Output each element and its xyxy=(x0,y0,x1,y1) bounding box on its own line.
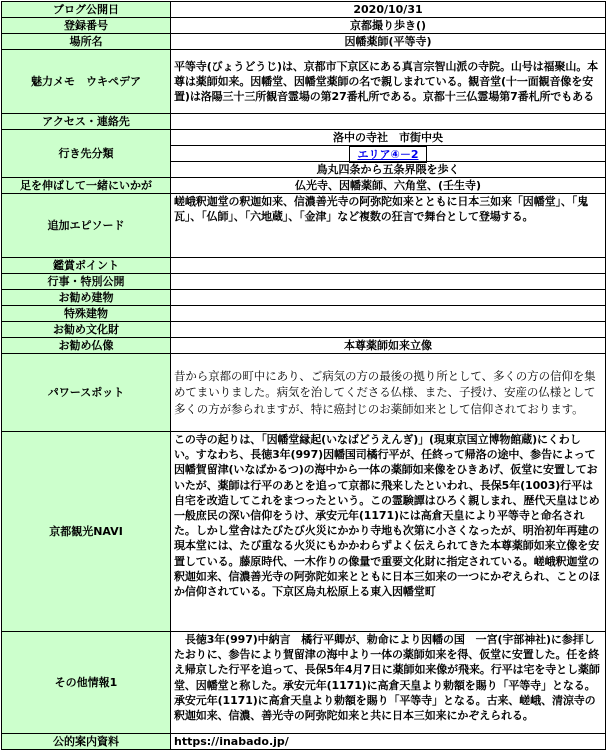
row-special-buildings xyxy=(2,306,606,322)
category-area[interactable] xyxy=(171,146,605,162)
row-blog-date xyxy=(2,2,606,18)
buddha-label: お勧め仏像 xyxy=(2,338,171,354)
category-label: 行き先分類 xyxy=(2,130,171,178)
access-value xyxy=(171,114,606,130)
reg-no-value: 京都撮り歩き() xyxy=(171,18,606,34)
power-label: パワースポット xyxy=(2,354,171,432)
other-label: その他情報1 xyxy=(2,632,171,734)
memo-label: 魅力メモ ウキペデア xyxy=(2,50,171,114)
events-value xyxy=(171,274,606,290)
row-official xyxy=(2,734,606,750)
buildings-label: お勧め建物 xyxy=(2,290,171,306)
appreciation-label: 鑑賞ポイント xyxy=(2,258,171,274)
events-label: 行事・特別公開 xyxy=(2,274,171,290)
cultural-value xyxy=(171,322,606,338)
buddha-value: 本尊薬師如来立像 xyxy=(171,338,606,354)
cultural-label: お勧め文化財 xyxy=(2,322,171,338)
navi-value: この寺の起りは、「因幡堂縁起(いなばどうえんぎ)」(現東京国立博物館蔵)にくわしい。すなわち、長徳3年(997)因幡国司橘行平が、任終って帰洛の途中、参告によって因幡賀留津(いなばかるつ)の海中から一体の薬師如来像をひきあげ、仮堂に安置しておいたが、薬師は行平のあとを追って京都に飛来したといわれ、長保5年(1003)行平は自宅を改造してこれをまつったという。この霊験譚はひろく親しまれ、歴代天皇はじめ一般庶民の深い信仰をうけ、承安元年(1171)には高倉天皇により平等寺と命名された。しかし堂舎はたびたび火災にかかり寺地も次第に小さくなったが、明治初年再建の現本堂には、たび重なる火災にもかかわらずよく伝えられてきた本尊薬師如来立像を安置している。藤原時代、一木作りの像量で重要文化財に指定されている。嵯峨釈迦堂の釈迦如来、信濃善光寺の阿弥陀如来とともに日本三如来の一つにかぞえられ、ことのほか信仰されている。下京区烏丸松原上る東入因幡堂町 xyxy=(171,432,606,632)
episode-label: 追加エピソード xyxy=(2,194,171,258)
row-appreciation xyxy=(2,258,606,274)
category-area-link[interactable]: エリア④－2 xyxy=(349,146,428,163)
row-place xyxy=(2,34,606,50)
special-buildings-label: 特殊建物 xyxy=(2,306,171,322)
category-line3: 鳥丸四条から五条界隈を歩く xyxy=(316,163,460,176)
row-memo xyxy=(2,50,606,114)
official-link[interactable]: https://inabado.jp/ xyxy=(171,734,606,750)
category-value xyxy=(171,130,606,178)
power-value: 昔から京都の町中にあり、ご病気の方の最後の拠り所として、多くの方の信仰を集めてまいりました。病気を治してくださる仏様、また、子授け、安産の仏様として多くの方が参られますが、特に癌封じのお薬師如来として信仰されております。 xyxy=(171,354,606,432)
row-power xyxy=(2,354,606,432)
place-value: 因幡薬師(平等寺) xyxy=(171,34,606,50)
reg-no-label: 登録番号 xyxy=(2,18,171,34)
episode-value: 嵯峨釈迦堂の釈迦如来、信濃善光寺の阿弥陀如来とともに日本三如来「因幡堂」、「鬼瓦」、「仏師」、「六地蔵」、「金津」など複数の狂言で舞台として登場する。 xyxy=(171,194,606,258)
row-access xyxy=(2,114,606,130)
official-label: 公的案内資料 xyxy=(2,734,171,750)
row-episode xyxy=(2,194,606,258)
row-cultural xyxy=(2,322,606,338)
blog-date-value: 2020/10/31 xyxy=(171,2,606,18)
nearby-label: 足を伸ばして一緒にいかが xyxy=(2,178,171,194)
appreciation-value xyxy=(171,258,606,274)
special-buildings-value xyxy=(171,306,606,322)
memo-value: 平等寺(びょうどうじ)は、京都市下京区にある真言宗智山派の寺院。山号は福聚山。本尊は薬師如来。因幡堂、因幡堂薬師の名で親しまれている。観音堂(十一面観音像を安置)は洛陽三十三所観音霊場の第27番札所である。京都十三仏霊場第7番札所でもある xyxy=(171,50,606,114)
row-nearby xyxy=(2,178,606,194)
row-reg-no xyxy=(2,18,606,34)
row-events xyxy=(2,274,606,290)
other-value: 長徳3年(997)中納言 橘行平卿が、勅命により因幡の国 一宮(宇部神社)に参拝したおりに、参告により賀留津の海中より一体の薬師如来を得、仮堂に安置した。任を終え帰京した行平を追って、長保5年4月7日に薬師如来像が飛来。行平は宅を寺とし薬師堂、因幡堂と称した。承安元年(1171)に高倉天皇より勅額を賜り「平等寺」となる。承安元年(1171)に高倉天皇より勅額を賜り「平等寺」となる。古来、嵯峨、清涼寺の釈迦如来、信濃、善光寺の阿弥陀如来と共に日本三如来にかぞえられる。 xyxy=(171,632,606,734)
row-category xyxy=(2,130,606,178)
row-other xyxy=(2,632,606,734)
place-label: 場所名 xyxy=(2,34,171,50)
nearby-value: 仏光寺、因幡薬師、六角堂、(壬生寺) xyxy=(171,178,606,194)
access-label: アクセス・連絡先 xyxy=(2,114,171,130)
buildings-value xyxy=(171,290,606,306)
navi-label: 京都観光NAVI xyxy=(2,432,171,632)
info-table xyxy=(1,1,606,750)
row-buildings xyxy=(2,290,606,306)
blog-date-label: ブログ公開日 xyxy=(2,2,171,18)
category-line1: 洛中の寺社 市街中央 xyxy=(171,130,605,146)
row-navi xyxy=(2,432,606,632)
row-buddha xyxy=(2,338,606,354)
